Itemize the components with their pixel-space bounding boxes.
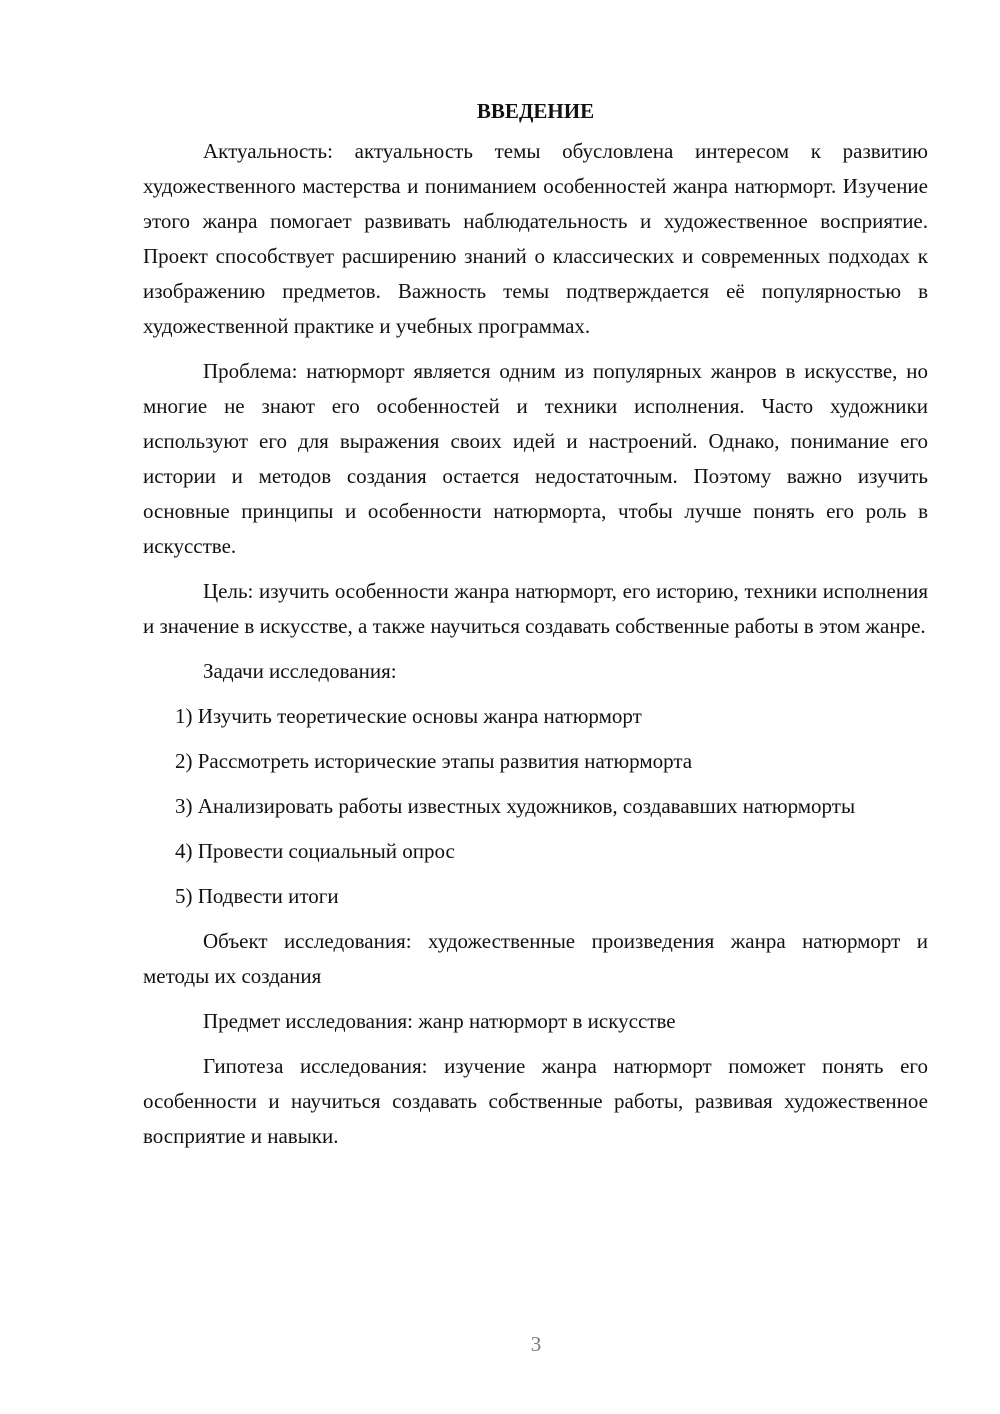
task-item-3: 3) Анализировать работы известных художников, создававших натюрморты [175,794,856,818]
task-item-4: 4) Провести социальный опрос [175,839,455,863]
task-item-2: 2) Рассмотреть исторические этапы развития натюрморта [175,749,693,773]
tasks-heading: Задачи исследования: [203,659,397,683]
task-item-1: 1) Изучить теоретические основы жанра натюрморт [175,704,642,728]
paragraph-subject: Предмет исследования: жанр натюрморт в искусстве [203,1009,676,1033]
task-item-5: 5) Подвести итоги [175,884,339,908]
paragraph-relevance: Актуальность: актуальность темы обусловлена интересом к развитию художественного мастерства и пониманием особенностей жанра натюрморт. Изучение этого жанра помогает развивать наблюдательность и художественное восприятие. Проект способствует расширению знаний о классических и современных подходах к изображению предметов. Важность темы подтверждается её популярностью в художественной практике и учебных программах. [143,139,928,338]
paragraph-goal: Цель: изучить особенности жанра натюрморт, его историю, техники исполнения и значение в искусстве, а также научиться создавать собственные работы в этом жанре. [143,579,928,638]
page-number: 3 [530,1332,542,1356]
paragraph-hypothesis: Гипотеза исследования: изучение жанра натюрморт поможет понять его особенности и научиться создавать собственные работы, развивая художественное восприятие и навыки. [143,1054,928,1148]
paragraph-object: Объект исследования: художественные произведения жанра натюрморт и методы их создания [143,929,928,988]
document-page [143,94,928,1154]
paragraph-problem: Проблема: натюрморт является одним из популярных жанров в искусстве, но многие не знают его особенностей и техники исполнения. Часто художники используют его для выражения своих идей и настроений. Однако, понимание его истории и методов создания остается недостаточным. Поэтому важно изучить основные принципы и особенности натюрморта, чтобы лучше понять его роль в искусстве. [143,359,928,558]
document-title: ВВЕДЕНИЕ [476,99,595,123]
